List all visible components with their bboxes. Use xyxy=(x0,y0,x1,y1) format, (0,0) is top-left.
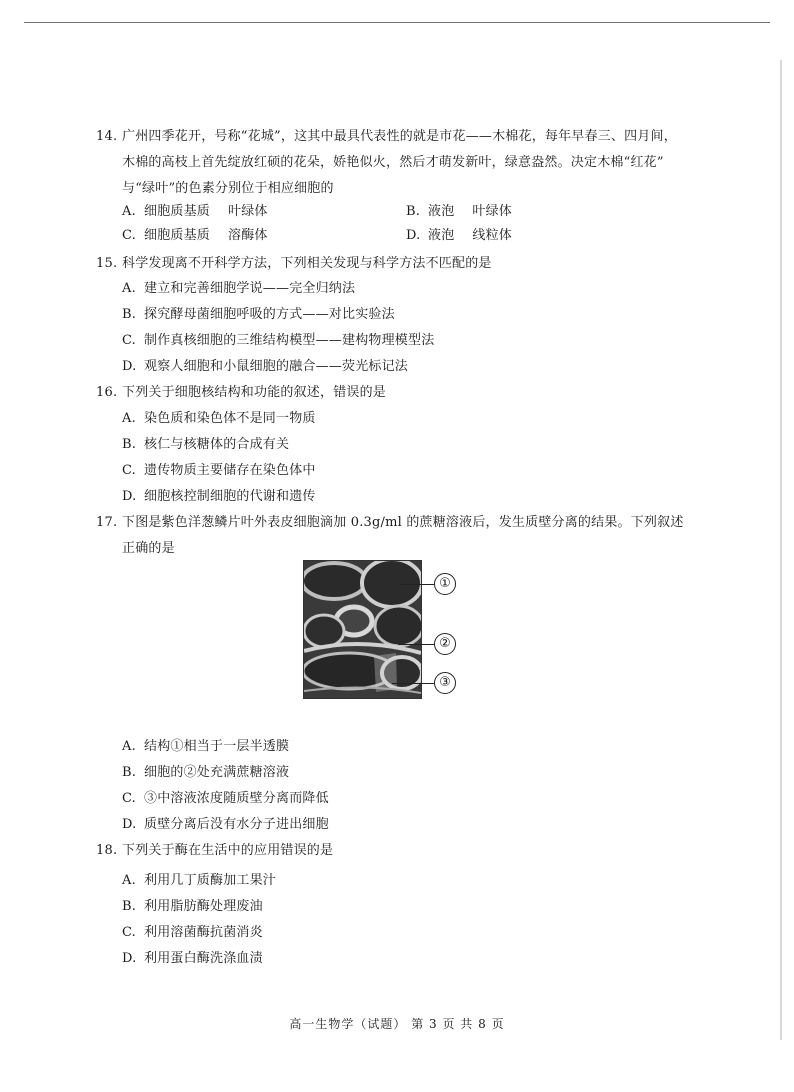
option-letter: B. xyxy=(122,307,137,322)
question-14-stem-line-1 xyxy=(96,128,677,146)
question-18-option-d xyxy=(122,950,263,968)
stem-text: 木棉的高枝上首先绽放红硕的花朵，娇艳似火，然后才萌发新叶，绿意盎然。决定木棉“红花” xyxy=(122,155,664,170)
option-letter: B. xyxy=(122,765,137,780)
stem-text: 下图是紫色洋葱鳞片叶外表皮细胞滴加 0.3g/ml 的蔗糖溶液后，发生质壁分离的结果。下列叙述 xyxy=(122,515,684,530)
option-letter: A. xyxy=(122,281,136,296)
option-text: 细胞质基质 xyxy=(144,228,211,243)
option-letter: A. xyxy=(122,204,136,219)
option-text: 遗传物质主要储存在染色体中 xyxy=(144,463,316,478)
option-letter: D. xyxy=(406,228,421,243)
stem-text: 下列关于细胞核结构和功能的叙述，错误的是 xyxy=(122,385,387,400)
option-letter: B. xyxy=(122,899,137,914)
option-text: 质壁分离后没有水分子进出细胞 xyxy=(144,817,329,832)
option-letter: D. xyxy=(122,951,137,966)
question-number: 18. xyxy=(96,843,118,858)
option-text: 制作真核细胞的三维结构模型——建构物理模型法 xyxy=(144,333,435,348)
option-text: 染色质和染色体不是同一物质 xyxy=(144,411,316,426)
callout-label-3: ③ xyxy=(434,672,456,694)
question-15-stem xyxy=(96,255,492,273)
option-letter: D. xyxy=(122,489,137,504)
question-16-option-a xyxy=(122,410,316,428)
question-14-option-d xyxy=(406,227,512,245)
question-14-stem-line-3 xyxy=(122,180,334,198)
option-text-2: 叶绿体 xyxy=(472,204,513,219)
question-16-option-c xyxy=(122,462,316,480)
option-letter: A. xyxy=(122,411,136,426)
question-17-option-c xyxy=(122,790,329,808)
question-16-option-b xyxy=(122,436,289,454)
callout-line-1 xyxy=(400,584,434,585)
question-18-option-c xyxy=(122,924,263,942)
question-15-option-a xyxy=(122,280,355,298)
stem-text: 科学发现离不开科学方法，下列相关发现与科学方法不匹配的是 xyxy=(122,256,492,271)
question-14-option-c xyxy=(122,227,268,245)
callout-label-2: ② xyxy=(434,633,456,655)
question-number: 16. xyxy=(96,385,118,400)
option-letter: D. xyxy=(122,359,137,374)
option-text: 利用脂肪酶处理废油 xyxy=(144,899,263,914)
question-17-option-b xyxy=(122,764,289,782)
option-text: 核仁与核糖体的合成有关 xyxy=(144,437,290,452)
question-14-stem-line-2 xyxy=(122,154,664,172)
question-17-stem-line-1 xyxy=(96,514,684,532)
option-text: 液泡 xyxy=(428,228,455,243)
option-text: 观察人细胞和小鼠细胞的融合——荧光标记法 xyxy=(144,359,409,374)
page-footer: 高一生物学（试题） 第 3 页 共 8 页 xyxy=(289,1017,505,1031)
option-letter: A. xyxy=(122,739,136,754)
question-14-option-b xyxy=(406,203,512,221)
option-letter: C. xyxy=(122,228,137,243)
question-17-option-d xyxy=(122,816,329,834)
question-16-stem xyxy=(96,384,386,402)
option-text: ③中溶液浓度随质壁分离而降低 xyxy=(144,791,329,806)
question-14-option-a xyxy=(122,203,268,221)
question-15-option-b xyxy=(122,306,395,324)
option-text: 建立和完善细胞学说——完全归纳法 xyxy=(144,281,356,296)
option-letter: C. xyxy=(122,463,137,478)
plasmolysis-micrograph-image xyxy=(304,561,421,698)
option-letter: B. xyxy=(406,204,421,219)
option-letter: C. xyxy=(122,791,137,806)
option-text: 结构①相当于一层半透膜 xyxy=(144,739,290,754)
callout-line-2 xyxy=(398,644,434,645)
stem-text: 下列关于酶在生活中的应用错误的是 xyxy=(122,843,334,858)
option-text: 细胞质基质 xyxy=(144,204,211,219)
question-number: 17. xyxy=(96,515,118,530)
option-text-2: 溶酶体 xyxy=(228,228,268,243)
question-15-option-c xyxy=(122,332,434,350)
option-letter: A. xyxy=(122,873,136,888)
question-17-option-a xyxy=(122,738,289,756)
option-letter: B. xyxy=(122,437,137,452)
option-text-2: 线粒体 xyxy=(472,228,513,243)
question-15-option-d xyxy=(122,358,408,376)
question-17-stem-line-2 xyxy=(122,540,175,558)
option-letter: C. xyxy=(122,333,137,348)
question-number: 15. xyxy=(96,256,118,271)
option-letter: D. xyxy=(122,817,137,832)
option-text: 利用几丁质酶加工果汁 xyxy=(144,873,277,888)
stem-text: 广州四季花开，号称“花城”，这其中最具代表性的就是市花——木棉花，每年早春三、四月间， xyxy=(122,129,677,144)
plasmolysis-micrograph xyxy=(303,560,422,699)
option-text: 细胞的②处充满蔗糖溶液 xyxy=(144,765,290,780)
option-text: 利用蛋白酶洗涤血渍 xyxy=(144,951,263,966)
option-text-2: 叶绿体 xyxy=(228,204,268,219)
callout-label-1: ① xyxy=(434,573,456,595)
option-text: 利用溶菌酶抗菌消炎 xyxy=(144,925,263,940)
question-18-option-b xyxy=(122,898,263,916)
stem-text: 正确的是 xyxy=(122,541,175,556)
stem-text: 与“绿叶”的色素分别位于相应细胞的 xyxy=(122,181,334,196)
option-text: 细胞核控制细胞的代谢和遗传 xyxy=(144,489,316,504)
option-text: 液泡 xyxy=(428,204,455,219)
question-number: 14. xyxy=(96,129,118,144)
option-letter: C. xyxy=(122,925,137,940)
question-16-option-d xyxy=(122,488,316,506)
callout-line-3 xyxy=(392,683,434,684)
question-18-option-a xyxy=(122,872,276,890)
question-18-stem xyxy=(96,842,333,860)
option-text: 探究酵母菌细胞呼吸的方式——对比实验法 xyxy=(144,307,395,322)
